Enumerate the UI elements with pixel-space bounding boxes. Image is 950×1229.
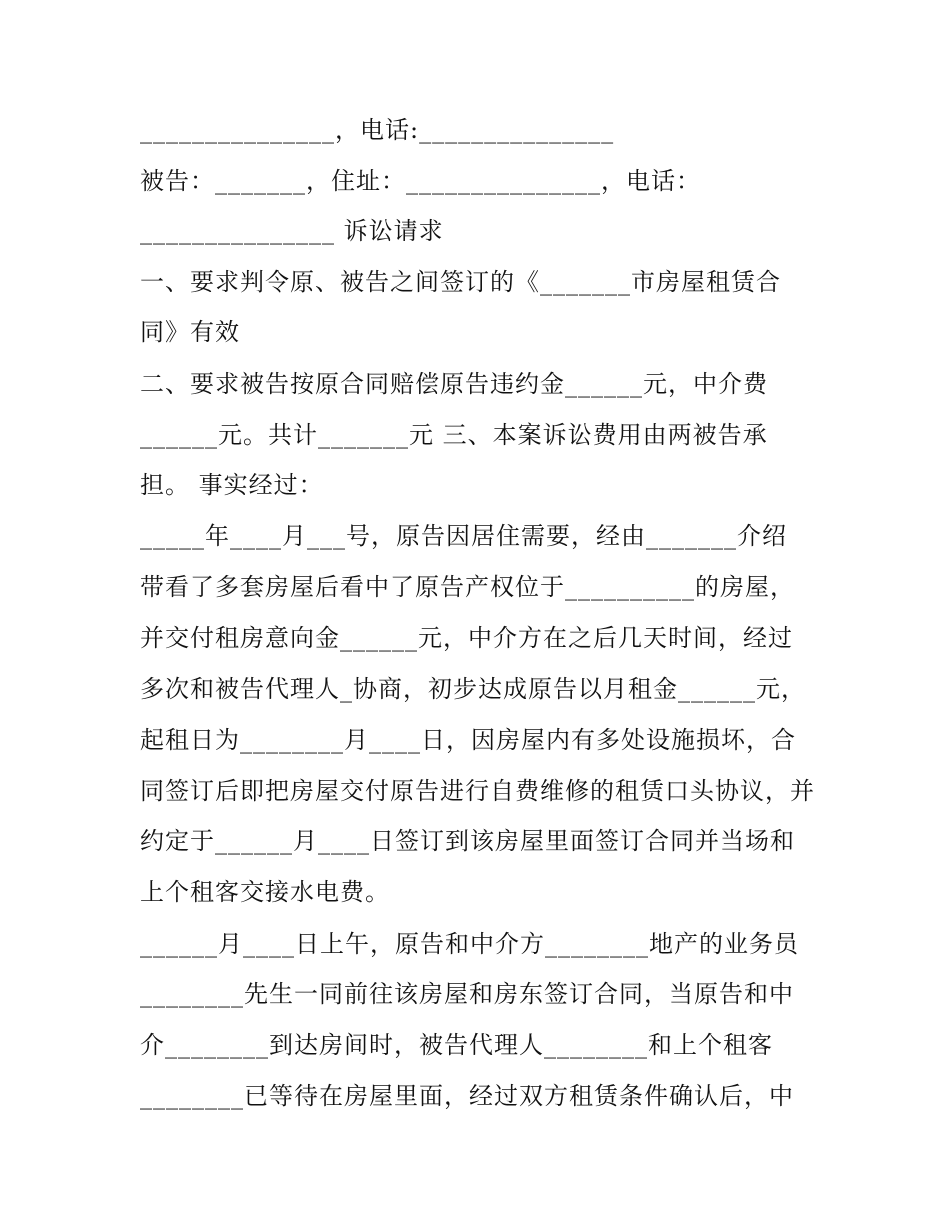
text-line-13: 起租日为________月____日，因房屋内有多处设施损坏，合 [140,726,796,754]
text-line-3: _______________ 诉讼请求 [140,217,444,245]
text-line-2: 被告：_______，住址：_______________，电话： [140,167,701,195]
text-line-15: 约定于______月____日签订到该房屋里面签订合同并当场和 [140,827,795,855]
text-line-8: 担。 事实经过： [140,471,324,499]
text-line-9: _____年____月___号，原告因居住需要，经由_______介绍 [140,522,787,550]
text-line-19: 介________到达房间时，被告代理人________和上个租客 [140,1031,773,1059]
text-line-5: 同》有效 [140,318,240,346]
text-line-20: ________已等待在房屋里面，经过双方租赁条件确认后，中 [140,1082,794,1110]
text-line-17: ______月____日上午，原告和中介方________地产的业务员 [140,930,799,958]
text-line-12: 多次和被告代理人_协商，初步达成原告以月租金______元， [140,675,806,703]
text-line-6: 二、要求被告按原合同赔偿原告违约金______元，中介费 [140,370,768,398]
text-line-4: 一、要求判令原、被告之间签订的《_______市房屋租赁合 [140,268,781,296]
text-line-18: ________先生一同前往该房屋和房东签订合同，当原告和中 [140,980,794,1008]
text-line-10: 带看了多套房屋后看中了原告产权位于__________的房屋， [140,573,795,601]
text-line-7: ______元。共计_______元 三、本案诉讼费用由两被告承 [140,421,768,449]
text-line-11: 并交付租房意向金______元，中介方在之后几天时间，经过 [140,624,793,652]
text-line-1: _______________，电话:_______________ [140,116,615,144]
text-line-16: 上个租客交接水电费。 [140,878,390,906]
text-line-14: 同签订后即把房屋交付原告进行自费维修的租赁口头协议，并 [140,777,815,805]
